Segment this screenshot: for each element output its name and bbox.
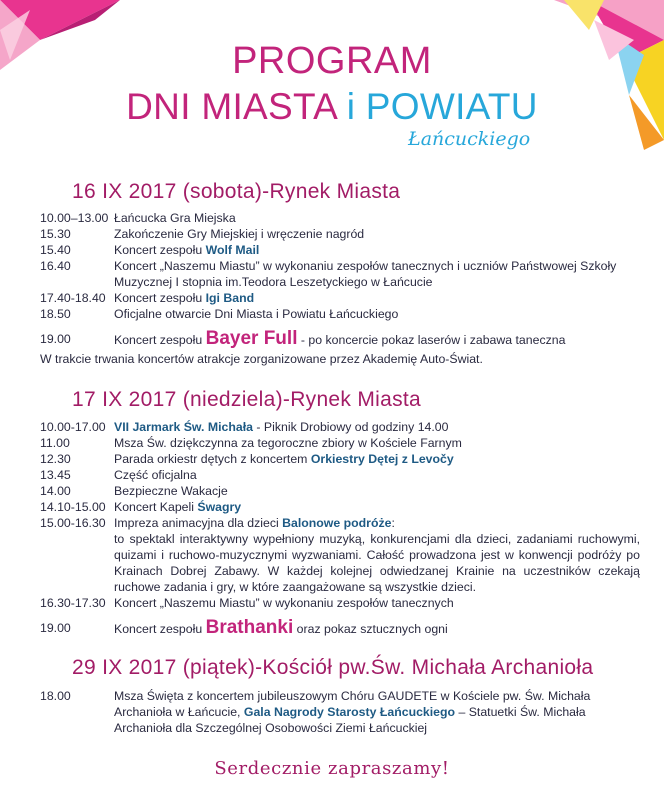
closing-invitation: Serdecznie zapraszamy!	[214, 758, 450, 779]
sponsor-note: W trakcie trwania koncertów atrakcje zorganizowane przez Akademię Auto-Świat.	[40, 352, 483, 366]
event-time: 15.00-16.30	[40, 516, 106, 530]
event-time: 19.00	[40, 332, 71, 346]
event-desc: Impreza animacyjna dla dzieci Balonowe podróże: to spektakl interaktywny wypełniony muzyką, konkurencjami dla dzieci, zadaniami ruchowymi, quizami i ruchowo-muzycznymi wyzwaniami. Całość prowadzona jest w konwencji podróży po Krainach Dobrej Zabawy. W każdej kolejnej odwiedzanej Krainie na uczestników czekają ruchowe zadania i gry, w które zaangażowane są wszystkie dzieci.	[114, 516, 640, 594]
performer-name: Śwagry	[197, 500, 242, 514]
schedule-row	[40, 515, 640, 595]
event-desc: Msza Święta z koncertem jubileuszowym Chóru GAUDETE w Kościele pw. Św. Michała Archanioła w Łańcucie, Gala Nagrody Starosty Łańcuckiego – Statuetki Św. Michała Archanioła dla Szczególnej Osobowości Ziemi Łańcuckiej	[114, 689, 591, 735]
event-time: 14.10-15.00	[40, 500, 106, 514]
title-event-name	[0, 86, 664, 128]
title-part-county: i POWIATU	[346, 86, 538, 127]
schedule-row	[40, 435, 640, 451]
title-program: PROGRAM	[232, 40, 432, 82]
event-time: 18.00	[40, 689, 71, 703]
schedule-row	[40, 210, 640, 226]
event-details: to spektakl interaktywny wypełniony muzyką, konkurencjami dla dzieci, zadaniami ruchowymi, quizami i ruchowo-muzycznymi wyzwaniami. Całość prowadzona jest w konwencji podróży po Krainach Dobrej Zabawy. W każdej kolejnej odwiedzanej Krainie na uczestników czekają ruchowe zadania i gry, w które zaangażowane są wszystkie dzieci.	[114, 532, 640, 594]
event-desc: Parada orkiestr dętych z koncertem Orkiestry Dętej z Levočy	[114, 452, 454, 466]
event-highlight: Gala Nagrody Starosty Łańcuckiego	[243, 705, 456, 719]
event-highlight: VII Jarmark Św. Michała	[114, 420, 253, 434]
event-desc: Łańcucka Gra Miejska	[114, 211, 236, 225]
schedule-row	[40, 258, 640, 290]
schedule-row	[40, 483, 640, 499]
event-desc: Część oficjalna	[114, 468, 197, 482]
event-desc: Koncert „Naszemu Miastu” w wykonaniu zespołów tanecznych i uczniów Państwowej Szkoły Muzycznej I stopnia im.Teodora Leszetyckiego w Łańcucie	[114, 259, 617, 289]
event-desc: Koncert Kapeli Śwagry	[114, 500, 242, 514]
event-time: 18.50	[40, 307, 71, 321]
schedule-row	[40, 499, 640, 515]
performer-name: Igi Band	[205, 291, 255, 305]
event-time: 16.30-17.30	[40, 596, 106, 610]
event-time: 17.40-18.40	[40, 291, 106, 305]
headliner-name: Bayer Full	[205, 328, 298, 349]
event-highlight: Balonowe podróże	[282, 516, 392, 530]
event-time: 10.00–13.00	[40, 211, 109, 225]
event-desc: Bezpieczne Wakacje	[114, 484, 228, 498]
event-desc: Koncert „Naszemu Miastu” w wykonaniu zespołów tanecznych	[114, 596, 454, 610]
headliner-name: Brathanki	[205, 617, 294, 638]
day-heading: 16 IX 2017 (sobota)-Rynek Miasta	[72, 180, 401, 203]
event-time: 16.40	[40, 259, 71, 273]
event-desc: Koncert zespołu Brathanki oraz pokaz sztucznych ogni	[114, 617, 448, 638]
event-time: 11.00	[40, 436, 70, 450]
schedule-row	[40, 328, 640, 351]
schedule-row	[40, 467, 640, 483]
schedule-row	[40, 242, 640, 258]
title-part-city: DNI MIASTA	[126, 86, 337, 127]
schedule-row	[40, 290, 640, 306]
performer-name: Orkiestry Dętej z Levočy	[310, 452, 454, 466]
day-heading: 29 IX 2017 (piątek)-Kościół pw.Św. Michała Archanioła	[72, 656, 594, 679]
event-desc: Msza Św. dziękczynna za tegoroczne zbiory w Kościele Farnym	[114, 436, 462, 450]
schedule-day2	[40, 419, 640, 640]
schedule-row	[40, 226, 640, 242]
day-heading: 17 IX 2017 (niedziela)-Rynek Miasta	[72, 388, 422, 411]
event-time: 12.30	[40, 452, 71, 466]
event-desc: Zakończenie Gry Miejskiej i wręczenie nagród	[114, 227, 365, 241]
event-time: 14.00	[40, 484, 71, 498]
event-desc: Koncert zespołu Wolf Mail	[114, 243, 260, 257]
schedule-day3	[40, 688, 640, 736]
schedule-row	[40, 451, 640, 467]
title-subtitle: Łańcuckiego	[408, 128, 531, 150]
schedule-row	[40, 419, 640, 435]
schedule-day1	[40, 210, 640, 351]
schedule-row	[40, 617, 640, 640]
event-desc: Koncert zespołu Igi Band	[114, 291, 255, 305]
event-time: 10.00-17.00	[40, 420, 106, 434]
event-time: 13.45	[40, 468, 71, 482]
event-time: 19.00	[40, 621, 71, 635]
performer-name: Wolf Mail	[205, 243, 260, 257]
event-time: 15.40	[40, 243, 71, 257]
event-desc: Oficjalne otwarcie Dni Miasta i Powiatu Łańcuckiego	[114, 307, 399, 321]
schedule-row	[40, 688, 640, 736]
event-desc: VII Jarmark Św. Michała - Piknik Drobiowy od godziny 14.00	[114, 420, 449, 434]
event-desc: Koncert zespołu Bayer Full - po koncercie pokaz laserów i zabawa taneczna	[114, 328, 566, 349]
event-time: 15.30	[40, 227, 71, 241]
schedule-row	[40, 306, 640, 322]
schedule-row	[40, 595, 640, 611]
